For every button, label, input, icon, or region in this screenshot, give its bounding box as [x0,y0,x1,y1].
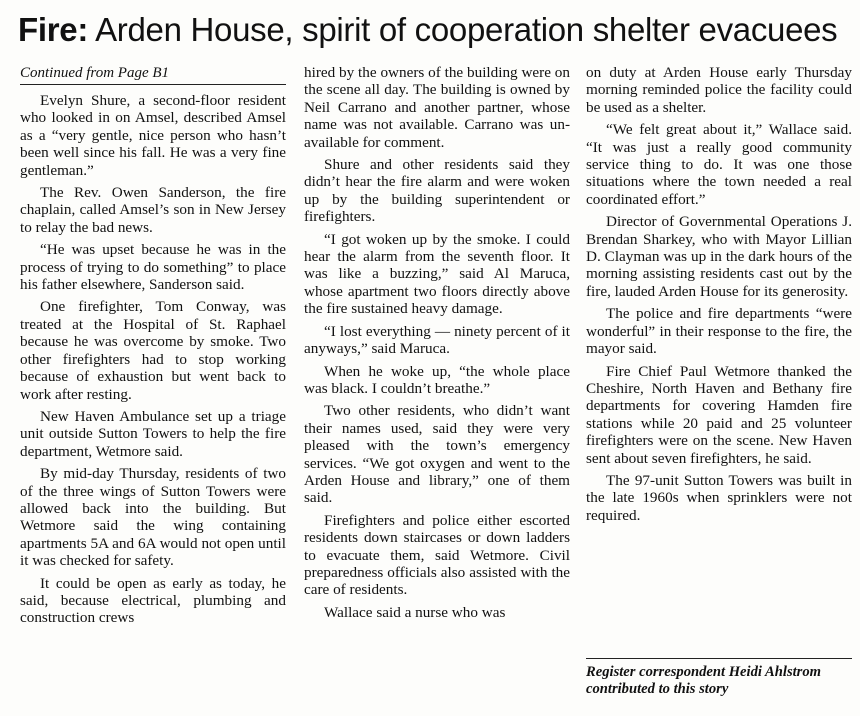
paragraph: The Rev. Owen Sanderson, the fire chaplain, called Amsel’s son in New Jersey to relay the bad news. [20,184,286,236]
paragraph: Shure and other residents said they didn’t hear the fire alarm and were woken up by the building superintendent or firefighters. [304,156,570,226]
paragraph: The 97-unit Sutton Towers was built in the late 1960s when sprinklers were not required. [586,471,852,524]
paragraph: Two other residents, who didn’t want their names used, said they were very pleased with the town’s emergency services. “We got oxygen and went to the Arden House and library,” one of them said. [304,402,570,507]
paragraph: “We felt great about it,” Wallace said. “It was just a really good community service thing to do. It was one those situations where the town needed a real coordinated effort.” [586,121,852,208]
continued-line: Continued from Page B1 [20,64,286,85]
paragraph: Evelyn Shure, a second-floor resident who looked in on Amsel, described Amsel as a “very gentle, nice person who hasn’t been well since his fall. He was a very fine gentleman.” [20,92,286,179]
paragraph: “I lost everything — ninety percent of it anyways,” said Maruca. [304,322,570,358]
paragraph: One firefighter, Tom Conway, was treated at the Hospital of St. Raphael because he was overcome by smoke. Two other firefighters had to stop working because of exhaustion but went back to work after resting. [20,298,286,403]
headline [18,8,853,52]
paragraph: When he woke up, “the whole place was black. I couldn’t breathe.” [304,362,570,397]
headline-title: Arden House, spirit of cooperation shelter evacuees [95,11,838,48]
paragraph: on duty at Arden House early Thursday morning reminded police the facility could be used as a shelter. [586,64,852,116]
paragraph: “I got woken up by the smoke. I could hear the alarm from the seventh floor. It was like a buzzing,” said Al Maruca, whose apartment two floors directly above the fire sustained heavy damage. [304,230,570,318]
paragraph: Director of Governmental Operations J. Brendan Sharkey, who with Mayor Lillian D. Clayman was up in the dark hours of the morning assisting residents cast out by the fire, lauded Arden House for its generosity. [586,213,852,300]
paragraph: Fire Chief Paul Wetmore thanked the Cheshire, North Haven and Bethany fire departments for covering Hamden fire stations while 20 paid and 25 volunteer firefighters were on the scene. New Haven sent about seven firefighters, he said. [586,362,852,467]
paragraph: The police and fire departments “were wonderful” in their response to the fire, the mayor said. [586,305,852,358]
paragraph: By mid-day Thursday, residents of two of the three wings of Sutton Towers were allowed back into the building. But Wetmore said the wing containing apartments 5A and 6A would not open until it was checked for safety. [20,465,286,570]
paragraph: It could be open as early as today, he said, because electrical, plumbing and construction crews [20,574,286,627]
column-1 [20,64,286,632]
paragraph: Wallace said a nurse who was [324,603,506,621]
paragraph: “He was upset because he was in the process of trying to do something” to place his father elsewhere, Sanderson said. [20,241,286,294]
correspondent-credit: Register correspondent Heidi Ahlstrom contributed to this story [586,658,852,698]
column-2 [304,64,570,626]
headline-kicker: Fire: [18,11,89,48]
paragraph: hired by the owners of the building were on the scene all day. The building is owned by Neil Carrano and another partner, whose name was not available. Carrano was unavailable for comment. [304,64,570,151]
paragraph: New Haven Ambulance set up a triage unit outside Sutton Towers to help the fire department, Wetmore said. [20,407,286,460]
paragraph: Firefighters and police either escorted residents down staircases or down ladders to evacuate them, said Wetmore. Civil preparedness officials also assisted with the care of residents. [304,511,570,599]
column-3 [586,64,852,529]
